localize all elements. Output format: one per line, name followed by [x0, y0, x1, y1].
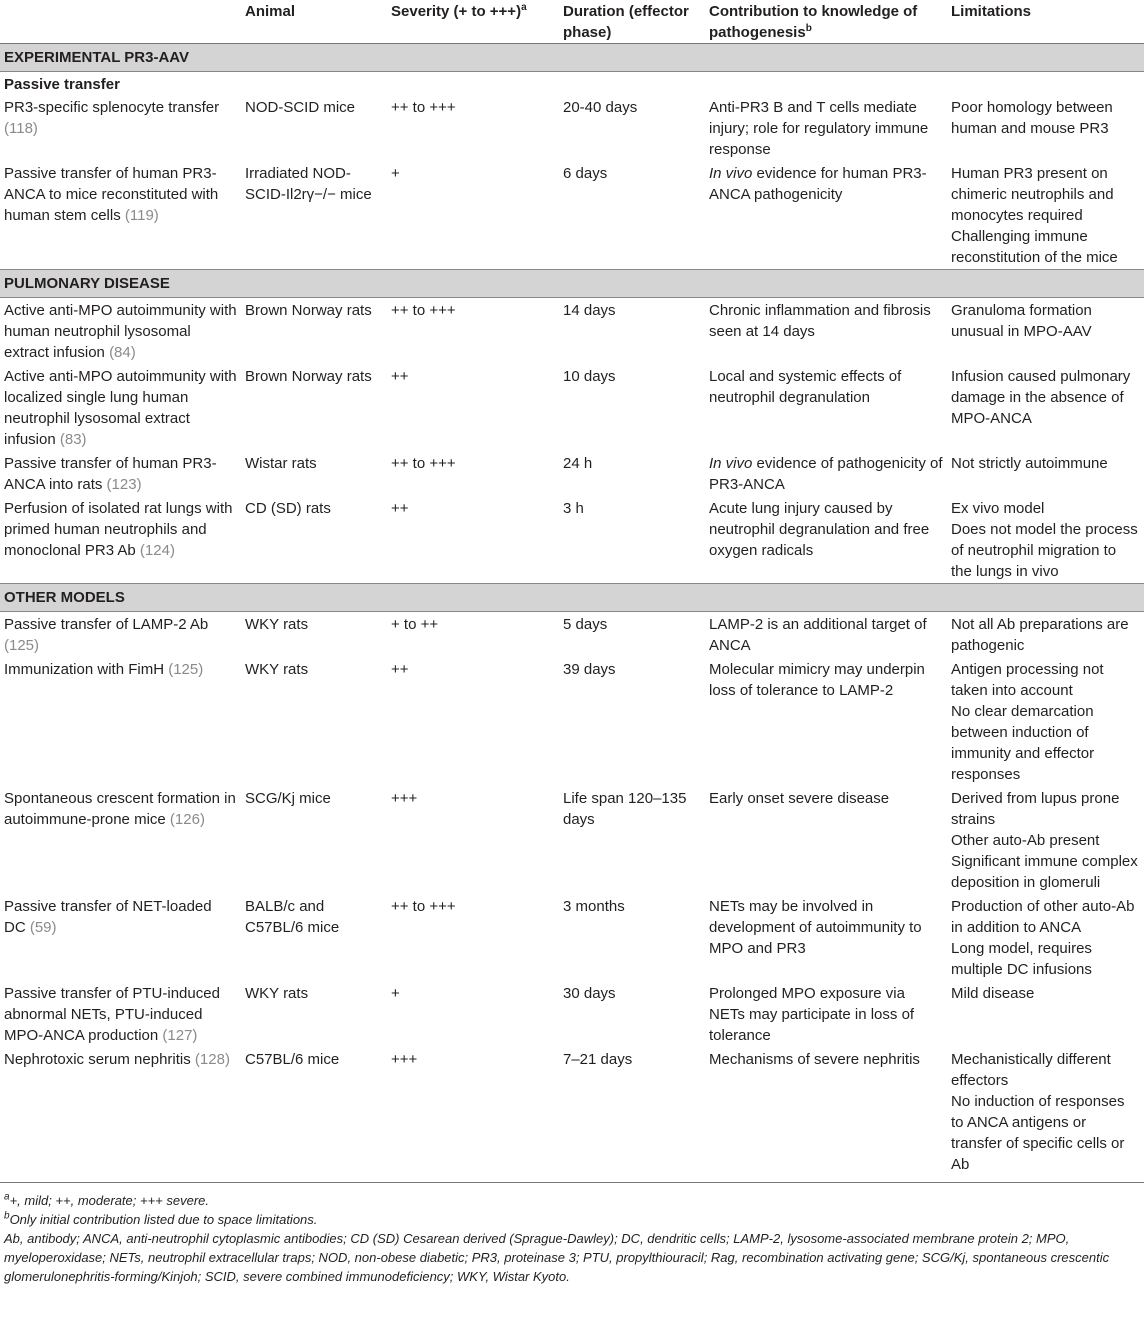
limitations-cell: [947, 364, 1144, 451]
contribution-cell: [705, 1047, 947, 1176]
duration-cell: 10 days: [563, 368, 616, 385]
duration-cell: 6 days: [563, 165, 608, 182]
model-cell: [0, 496, 241, 584]
contribution-text: Early onset severe disease: [709, 790, 890, 807]
limitations-cell: [947, 496, 1144, 584]
model-text: Passive transfer of NET-loaded DC: [4, 898, 212, 936]
contribution-text: Anti-PR3 B and T cells mediate injury; role for regulatory immune response: [709, 99, 929, 158]
severity-cell: ++ to +++: [391, 99, 456, 116]
contribution-cell: [705, 95, 947, 161]
model-text: PR3-specific splenocyte transfer: [4, 99, 220, 116]
duration-cell: 24 h: [563, 455, 593, 472]
limitation-line: Granuloma formation unusual in MPO-AAV: [951, 302, 1092, 340]
limitation-line: Poor homology between human and mouse PR3: [951, 99, 1113, 137]
reference-link: (124): [139, 542, 175, 559]
animal-cell: WKY rats: [245, 985, 309, 1002]
limitations-cell: [947, 894, 1144, 981]
severity-cell: +++: [391, 1051, 418, 1068]
table-row: [0, 657, 1144, 786]
section-row: [0, 44, 1144, 72]
header-severity: Severity (+ to +++)$^a$: [387, 0, 559, 44]
table-row: [0, 894, 1144, 981]
contribution-cell: [705, 612, 947, 658]
header-model: [0, 0, 241, 44]
limitation-line: Mechanistically different effectors: [951, 1051, 1111, 1089]
severity-cell: ++ to +++: [391, 455, 456, 472]
contribution-text: Acute lung injury caused by neutrophil degranulation and free oxygen radicals: [709, 500, 930, 559]
table-row: [0, 451, 1144, 496]
limitation-line: Derived from lupus prone strains: [951, 790, 1120, 828]
footnote-abbreviations: Ab, antibody; ANCA, anti-neutrophil cytoplasmic antibodies; CD (SD) Cesarean derived (Sprague-Dawley); DC, dendritic cells; LAMP-2, lysosome-associated membrane protein 2; MPO, myeloperoxidase; NETs, neutrophil extracellular traps; NOD, non-obese diabetic; PR3, proteinase 3; PTU, propylthiouracil; Rag, recombination activating gene; SCG/Kj, spontaneous crescentic glomerulonephritis-forming/Kinjoh; SCID, severe combined immunodeficiency; WKY, Wistar Kyoto.: [4, 1231, 1110, 1284]
limitation-line: Antigen processing not taken into account: [951, 661, 1104, 699]
reference-link: (59): [29, 919, 57, 936]
duration-cell: 7–21 days: [563, 1051, 633, 1068]
animal-cell: Brown Norway rats: [245, 368, 372, 385]
animal-cell: WKY rats: [245, 616, 309, 633]
severity-cell: +: [391, 985, 400, 1002]
contribution-italic: In vivo: [709, 165, 753, 182]
limitations-cell: [947, 1047, 1144, 1176]
model-text: Passive transfer of human PR3-ANCA to mice reconstituted with human stem cells: [4, 165, 219, 224]
animal-cell: Wistar rats: [245, 455, 317, 472]
severity-cell: +++: [391, 790, 418, 807]
severity-cell: +: [391, 165, 400, 182]
model-text: Perfusion of isolated rat lungs with primed human neutrophils and monoclonal PR3 Ab: [4, 500, 233, 559]
duration-cell: 30 days: [563, 985, 616, 1002]
duration-cell: Life span 120–135 days: [563, 790, 687, 828]
duration-cell: 14 days: [563, 302, 616, 319]
reference-link: (83): [59, 431, 87, 448]
duration-cell: 20-40 days: [563, 99, 638, 116]
table-row: [0, 1047, 1144, 1176]
severity-cell: + to ++: [391, 616, 439, 633]
limitation-line: Challenging immune reconstitution of the mice: [951, 228, 1118, 266]
limitation-line: Not strictly autoimmune: [951, 455, 1108, 472]
table-row: [0, 981, 1144, 1047]
header-contribution: Contribution to knowledge of pathogenesis$^b$: [705, 0, 947, 44]
limitation-line: Ex vivo model: [951, 500, 1045, 517]
reference-link: (123): [106, 476, 142, 493]
limitations-cell: [947, 95, 1144, 161]
limitations-cell: [947, 786, 1144, 894]
contribution-cell: [705, 981, 947, 1047]
contribution-text: Molecular mimicry may underpin loss of tolerance to LAMP-2: [709, 661, 925, 699]
model-cell: [0, 612, 241, 658]
animal-cell: SCG/Kj mice: [245, 790, 331, 807]
contribution-text: Prolonged MPO exposure via NETs may participate in loss of tolerance: [709, 985, 915, 1044]
section-title: EXPERIMENTAL PR3-AAV: [0, 44, 1144, 72]
header-limitations: Limitations: [947, 0, 1144, 44]
limitations-cell: [947, 657, 1144, 786]
table-row: [0, 786, 1144, 894]
model-text: Nephrotoxic serum nephritis: [4, 1051, 191, 1068]
model-cell: [0, 95, 241, 161]
model-cell: [0, 451, 241, 496]
table-row: [0, 364, 1144, 451]
contribution-cell: [705, 451, 947, 496]
severity-cell: ++: [391, 500, 409, 517]
contribution-text: NETs may be involved in development of autoimmunity to MPO and PR3: [709, 898, 922, 957]
footnote-a: $^a$+, mild; ++, moderate; +++ severe.: [4, 1191, 210, 1208]
table-row: [0, 496, 1144, 584]
table-row: [0, 95, 1144, 161]
model-cell: [0, 786, 241, 894]
contribution-text: evidence for human PR3-ANCA pathogenicity: [709, 165, 927, 203]
model-text: Passive transfer of LAMP-2 Ab: [4, 616, 209, 633]
animal-cell: CD (SD) rats: [245, 500, 331, 517]
model-text: Active anti-MPO autoimmunity with localized single lung human neutrophil lysosomal extract infusion: [4, 368, 237, 448]
limitations-cell: [947, 451, 1144, 496]
limitation-line: Not all Ab preparations are pathogenic: [951, 616, 1129, 654]
severity-cell: ++: [391, 368, 409, 385]
limitation-line: Mild disease: [951, 985, 1035, 1002]
model-cell: [0, 1047, 241, 1176]
reference-link: (119): [124, 207, 159, 224]
limitation-line: Infusion caused pulmonary damage in the absence of MPO-ANCA: [951, 368, 1131, 427]
contribution-text: Mechanisms of severe nephritis: [709, 1051, 920, 1068]
limitation-line: Production of other auto-Ab in addition to ANCA: [951, 898, 1135, 936]
reference-link: (125): [168, 661, 204, 678]
reference-link: (84): [109, 344, 136, 361]
table-footnotes: [0, 1182, 1144, 1286]
limitations-cell: [947, 161, 1144, 270]
contribution-text: Local and systemic effects of neutrophil degranulation: [709, 368, 902, 406]
animal-cell: BALB/c and C57BL/6 mice: [245, 898, 340, 936]
contribution-text: LAMP-2 is an additional target of ANCA: [709, 616, 927, 654]
duration-cell: 3 h: [563, 500, 584, 517]
header-duration: Duration (effector phase): [559, 0, 705, 44]
contribution-italic: In vivo: [709, 455, 753, 472]
reference-link: (125): [4, 637, 40, 654]
model-text: Spontaneous crescent formation in autoimmune-prone mice: [4, 790, 236, 828]
limitation-line: No induction of responses to ANCA antigens or transfer of specific cells or Ab: [951, 1093, 1125, 1173]
limitations-cell: [947, 298, 1144, 365]
limitation-line: Human PR3 present on chimeric neutrophils and monocytes required: [951, 165, 1114, 224]
reference-link: (126): [169, 811, 205, 828]
table-row: [0, 161, 1144, 270]
contribution-text: Chronic inflammation and fibrosis seen at 14 days: [709, 302, 931, 340]
model-text: Immunization with FimH: [4, 661, 165, 678]
model-cell: [0, 981, 241, 1047]
table-header: [0, 0, 1144, 44]
contribution-cell: [705, 364, 947, 451]
limitation-line: Long model, requires multiple DC infusions: [951, 940, 1092, 978]
severity-cell: ++: [391, 661, 409, 678]
model-cell: [0, 298, 241, 365]
model-text: Passive transfer of PTU-induced abnormal NETs, PTU-induced MPO-ANCA production: [4, 985, 220, 1044]
subheading: Passive transfer: [4, 76, 120, 93]
animal-cell: NOD-SCID mice: [245, 99, 356, 116]
severity-cell: ++ to +++: [391, 302, 456, 319]
subheading-row: [0, 72, 1144, 96]
section-row: [0, 270, 1144, 298]
contribution-cell: [705, 894, 947, 981]
section-row: [0, 584, 1144, 612]
contribution-cell: [705, 496, 947, 584]
limitations-cell: [947, 981, 1144, 1047]
section-title: OTHER MODELS: [0, 584, 1144, 612]
contribution-text: evidence of pathogenicity of PR3-ANCA: [709, 455, 943, 493]
limitation-line: Does not model the process of neutrophil migration to the lungs in vivo: [951, 521, 1138, 580]
model-cell: [0, 894, 241, 981]
duration-cell: 5 days: [563, 616, 608, 633]
header-animal: Animal: [241, 0, 387, 44]
table-row: [0, 298, 1144, 365]
contribution-cell: [705, 298, 947, 365]
animal-cell: WKY rats: [245, 661, 309, 678]
severity-cell: ++ to +++: [391, 898, 456, 915]
limitations-cell: [947, 612, 1144, 658]
duration-cell: 3 months: [563, 898, 625, 915]
contribution-cell: [705, 161, 947, 270]
model-cell: [0, 161, 241, 270]
reference-link: (118): [4, 120, 38, 137]
duration-cell: 39 days: [563, 661, 616, 678]
model-cell: [0, 657, 241, 786]
table-row: [0, 612, 1144, 658]
limitation-line: Other auto-Ab present: [951, 832, 1100, 849]
animal-cell: Brown Norway rats: [245, 302, 372, 319]
contribution-cell: [705, 657, 947, 786]
model-text: Active anti-MPO autoimmunity with human neutrophil lysosomal extract infusion: [4, 302, 237, 361]
model-cell: [0, 364, 241, 451]
contribution-cell: [705, 786, 947, 894]
reference-link: (127): [162, 1027, 198, 1044]
limitation-line: Significant immune complex deposition in glomeruli: [951, 853, 1138, 891]
model-text: Passive transfer of human PR3-ANCA into rats: [4, 455, 217, 493]
reference-link: (128): [194, 1051, 230, 1068]
footnote-b: $^b$Only initial contribution listed due to space limitations.: [4, 1210, 318, 1227]
animal-cell: C57BL/6 mice: [245, 1051, 340, 1068]
table-body: [0, 44, 1144, 1177]
limitation-line: No clear demarcation between induction of immunity and effector responses: [951, 703, 1095, 783]
section-title: PULMONARY DISEASE: [0, 270, 1144, 298]
animal-cell: Irradiated NOD-SCID-Il2rγ−/− mice: [245, 165, 372, 203]
